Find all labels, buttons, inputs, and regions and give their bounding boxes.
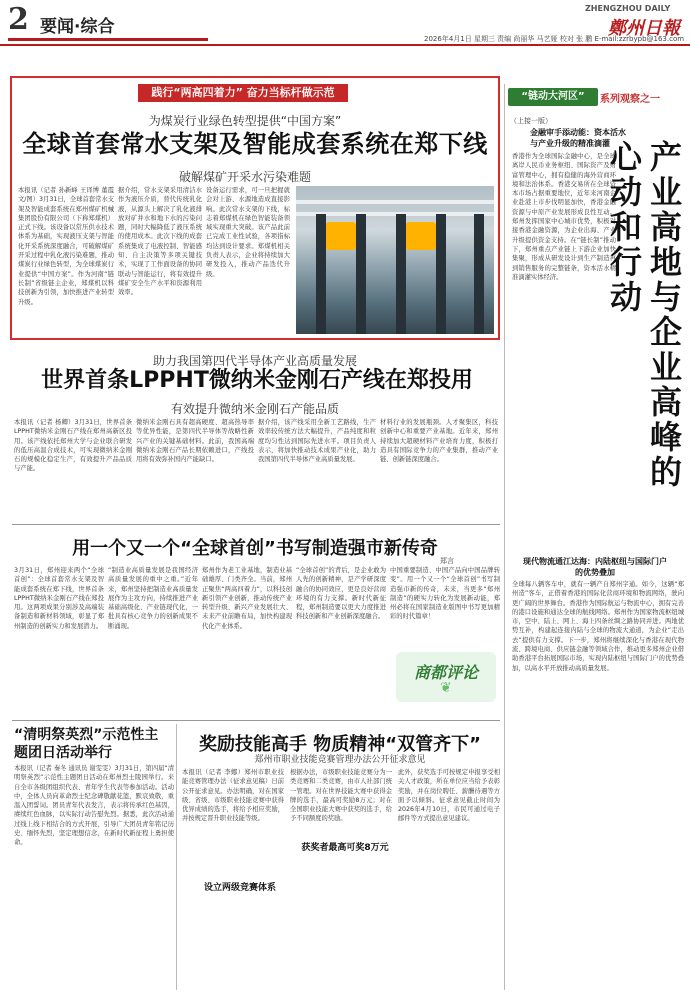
left-story-headline[interactable]: “清明祭英烈”示范性主题团日活动举行	[14, 727, 159, 761]
photo-shield	[326, 222, 356, 250]
series-tag: “链动大河区”	[508, 88, 598, 106]
section-name: 要闻·综合	[40, 17, 115, 37]
right-vertical-headline[interactable]: 产业高地与企业高峰的心动和行动	[605, 140, 683, 490]
skills-subtitle: 郑州市职业技能竞赛管理办法公开征求意见	[254, 755, 426, 765]
story2-subtitle: 有效提升微纳米金刚石产能品质	[170, 402, 339, 416]
column-divider	[504, 84, 505, 990]
story2-body-col1: 本报讯（记者 杨卿）3月31日，世界首条LPPHT微纳米金刚石产线在郑州高新区投用。该产线依托郑州大学与企业联合研发的低压高温合成技术，可实现微纳米金刚石的规模化稳定生产，有效提升产品品质与产能。	[14, 419, 132, 473]
commentary-headline[interactable]: 用一个又一个“全球首创”书写制造强市新传奇	[72, 538, 438, 559]
commentary-body-col2: “制造业高质量发展是我国经济高质量发展的重中之重。”近年来，郑州坚持把制造业高质量发展作为主攻方向，持续推进产业基础高级化、产业链现代化，一批具有核心竞争力的创新成果不断涌现。	[108, 567, 198, 630]
section-divider	[12, 524, 500, 525]
leaf-icon: ❦	[440, 680, 452, 696]
lead-headline[interactable]: 全球首套常水支架及智能成套系统在郑下线	[22, 130, 488, 158]
photo-pillar	[474, 214, 484, 334]
lead-kicker: 为煤炭行业绿色转型提供“中国方案”	[148, 114, 342, 128]
photo-pillar	[396, 214, 406, 334]
commentary-body-col1: 3月31日，郑州迎来两个“全球首创”：全球首套常水支架及智能成套系统在郑下线，世界首条LPPHT微纳米金刚石产线在郑投用。这两项成果分别涉及高端装备制造和新材料领域，彰显了郑州制造的创新实力和发展潜力。	[14, 567, 104, 630]
photo-shield	[406, 222, 436, 250]
story2-kicker: 助力我国第四代半导体产业高质量发展	[152, 354, 357, 368]
commentary-author: 郑言	[440, 557, 454, 565]
paper-logo: 鄭州日報	[608, 18, 680, 39]
column-divider	[176, 724, 177, 990]
right-subheading-1: 金融审手添动能：资本活水与产业升级的精准滴灌	[530, 128, 626, 148]
story2-body-col4: 材料行业的发展瓶颈。人才聚集区，科技创新中心和重要产业基地。近年来，郑州持续加大超硬材料产业培育力度，积极打造具有国际竞争力的产业集群，推动产业链、创新链深度融合。	[380, 419, 498, 464]
section-divider	[12, 720, 500, 721]
photo-pillar	[356, 214, 366, 334]
paper-english-name: ZHENGZHOU DAILY	[585, 4, 671, 13]
skills-body-col1: 本报讯（记者 李娜）郑州市职业技能竞赛管理办法（征求意见稿）日前公开征求意见。办法明确，对在国家级、省级、市级职业技能竞赛中获得优异成绩的选手，将给予相应奖励，并按规定晋升职业技能等级。	[182, 769, 284, 823]
photo-beam	[296, 200, 494, 204]
lead-body-col2: 据介绍，常水支架采用清洁水作为液压介质，替代传统乳化液，从源头上解决了乳化液排放对矿井水和地下水的污染问题，同时大幅降低了液压系统的使用成本。此次下线的成套系统集成了电液控制、智能感知、自主决策等多项关键技术，实现了工作面设备的协同联动与智能运行，将有效提升煤矿安全生产水平和资源利用效率。	[118, 187, 202, 297]
commentary-body-col3: 郑州作为老工业基地，制造业基础雄厚、门类齐全。当前，郑州正聚焦“两高四着力”，以科技创新引领产业创新，推动传统产业转型升级、新兴产业发展壮大、未来产业前瞻布局，加快构建现代化产业体系。	[202, 567, 292, 630]
skills-headline[interactable]: 奖励技能高手 物质精神“双管齐下”	[199, 734, 481, 755]
lead-body-col1: 本报讯（记者 孙新峰 王译博 董霞 文/图）3月31日，全球首套常水支架及智能成套系统在郑州煤矿机械集团股份有限公司（下称郑煤机）正式下线。该设备以常压供水技术体系为基础，实现液压支架与智能化开采系统深度融合，可破解煤矿开采过程中乳化液污染难题，推动煤炭行业绿色转型，为全球煤炭行业提供“中国方案”。作为河南“链长制”省级链主企业，郑煤机以科技创新为引领，加快推进产业转型升级。	[18, 187, 114, 306]
skills-subheading-2: 设立两级竞赛体系	[203, 883, 276, 893]
commentary-badge: 商都评论	[413, 663, 478, 682]
continued-note: （上接一版）	[510, 117, 552, 125]
story2-body-col3: 据介绍，该产线采用全新工艺路线，生产效率较传统方法大幅提升，产品纯度和粒度均匀性达到国际先进水平。项目负责人表示，将加快推动技术成果产业化，助力我国第四代半导体产业高质量发展。	[258, 419, 376, 464]
right-body-1: 香港作为全球国际金融中心，是全球离岸人民币业务枢纽、国际资产及财富管理中心，拥有稳健的海外营商环境和法治体系。香港交易所在全球资本市场占据重要地位，近年来河南企业赴港上市步伐明显加快，香港金融资源与中原产业发展形成良性互动。郑州发挥国家中心城市优势，积极对接香港金融资源，为企业出海、产业升级提供资金支持。在“链长制”推动下，郑州重点产业链上下游企业加快集聚，形成从研发设计到生产制造再到销售服务的完整链条，资本活水精准滴灌实体经济。	[512, 153, 616, 281]
right-body-2: 全球每八辆客车中，就有一辆产自郑州字通。如今，这辆“郑州造”客车，正借着香港的国际化营商环境和物流网络，驶向更广阔的世界舞台。香港作为国际航运与物流中心，拥有完善的港口设施和通达全球的航线网络。郑州作为国家物流枢纽城市，空中、陆上、网上、海上四条丝绸之路协同并进。两地优势互补，构建起连接内陆与全球的物流大通道，为企业“走出去”提供有力支撑。下一步，郑州将继续深化与香港在现代物流、跨境电商、供应链金融等领域合作，推动更多郑州企业借助香港平台拓展国际市场，实现内陆枢纽与国际门户的优势叠加，以高水平开放推动高质量发展。	[512, 581, 684, 672]
lead-body-col3: 设备运行需求，可一旦把握就会对上游、水源地造成直接影响。此次常水支架的下线，标志着郑煤机在绿色智能装备领域实现重大突破。该产品此前已完成工业性试验，各项指标均达到设计要求。郑煤机相关负责人表示，企业将持续加大研发投入，推动产品迭代升级。	[206, 187, 290, 278]
skills-subheading-1: 获奖者最高可奖8万元	[301, 843, 389, 853]
skills-body-col3: 此外，获奖选手可按规定申报享受相关人才政策，所在单位应当给予表彰奖励，并在岗位聘任、薪酬待遇等方面予以倾斜。征求意见截止时间为2026年4月10日，市民可通过电子邮件等方式提出意见建议。	[398, 769, 500, 823]
lead-photo[interactable]	[296, 186, 494, 334]
commentary-body-col5: 中国重要制造、中国产品向中国品牌转变”。用一个又一个“全球首创”书写制造强市新的传奇，未来，当更多“郑州制造”的硬实力转化为发展新动能，郑州必将在国家制造业版图中书写更加精彩的时代篇章！	[390, 567, 500, 621]
section-rule	[8, 38, 208, 41]
header-meta: 2026年4月1日 星期三 责编 尚丽华 马艺娅 校对 张 鹏 E-mail:zzrbypb@163.com	[424, 35, 685, 43]
photo-pillar	[316, 214, 326, 334]
lead-subtitle: 破解煤矿开采水污染难题	[178, 170, 311, 184]
story2-body-col2: 微纳米金刚石具有超高硬度、超高热导率等优异性能，是第四代半导体等战略性新兴产业的关键基础材料。此前，我国高端微纳米金刚石产品长期依赖进口，产线投用将有效弥补国内产能缺口。	[136, 419, 254, 464]
photo-pillar	[436, 214, 446, 334]
story2-headline[interactable]: 世界首条LPPHT微纳米金刚石产线在郑投用	[41, 368, 473, 393]
series-name: 系列观察之一	[600, 94, 660, 105]
left-story-body: 本报讯（记者 秦冬 通讯员 谢雯雯）3月31日，第四届“清明祭英烈”示范性主题团日活动在郑州烈士陵园举行。来自全市各级团组织代表、青年学生代表等参加活动。活动中，全体人员向革命烈士纪念碑敬献花篮，默哀致敬，重温入团誓词。团员青年代表发言，表示将传承红色基因，赓续红色血脉，以实际行动告慰先烈。据悉，此次活动通过线上线下相结合的方式开展，引导广大团员青年铭记历史、缅怀先烈，坚定理想信念，在新时代新征程上勇担使命。	[14, 765, 174, 847]
right-subheading-2: 现代物流通江达海：内陆枢纽与国际门户的优势叠加	[523, 557, 667, 577]
lead-banner: 践行“两高四着力” 奋力当标杆做示范	[138, 84, 348, 102]
skills-body-col2: 根据办法，市级职业技能竞赛分为一类竞赛和二类竞赛，由市人社部门统一管理。对在世界技能大赛中获得金牌的选手，最高可奖励8万元；对在全国职业技能大赛中获奖的选手，给予不同额度的奖励。	[290, 769, 392, 823]
commentary-body-col4: “全球首创”的背后，是企业敢为人先的创新精神，是产学研深度融合的协同效应，更是良好营商环境的有力支撑。新时代新征程，郑州制造要以更大力度推进科技创新和产业创新深度融合。	[296, 567, 386, 621]
page-number: 2	[8, 2, 29, 37]
